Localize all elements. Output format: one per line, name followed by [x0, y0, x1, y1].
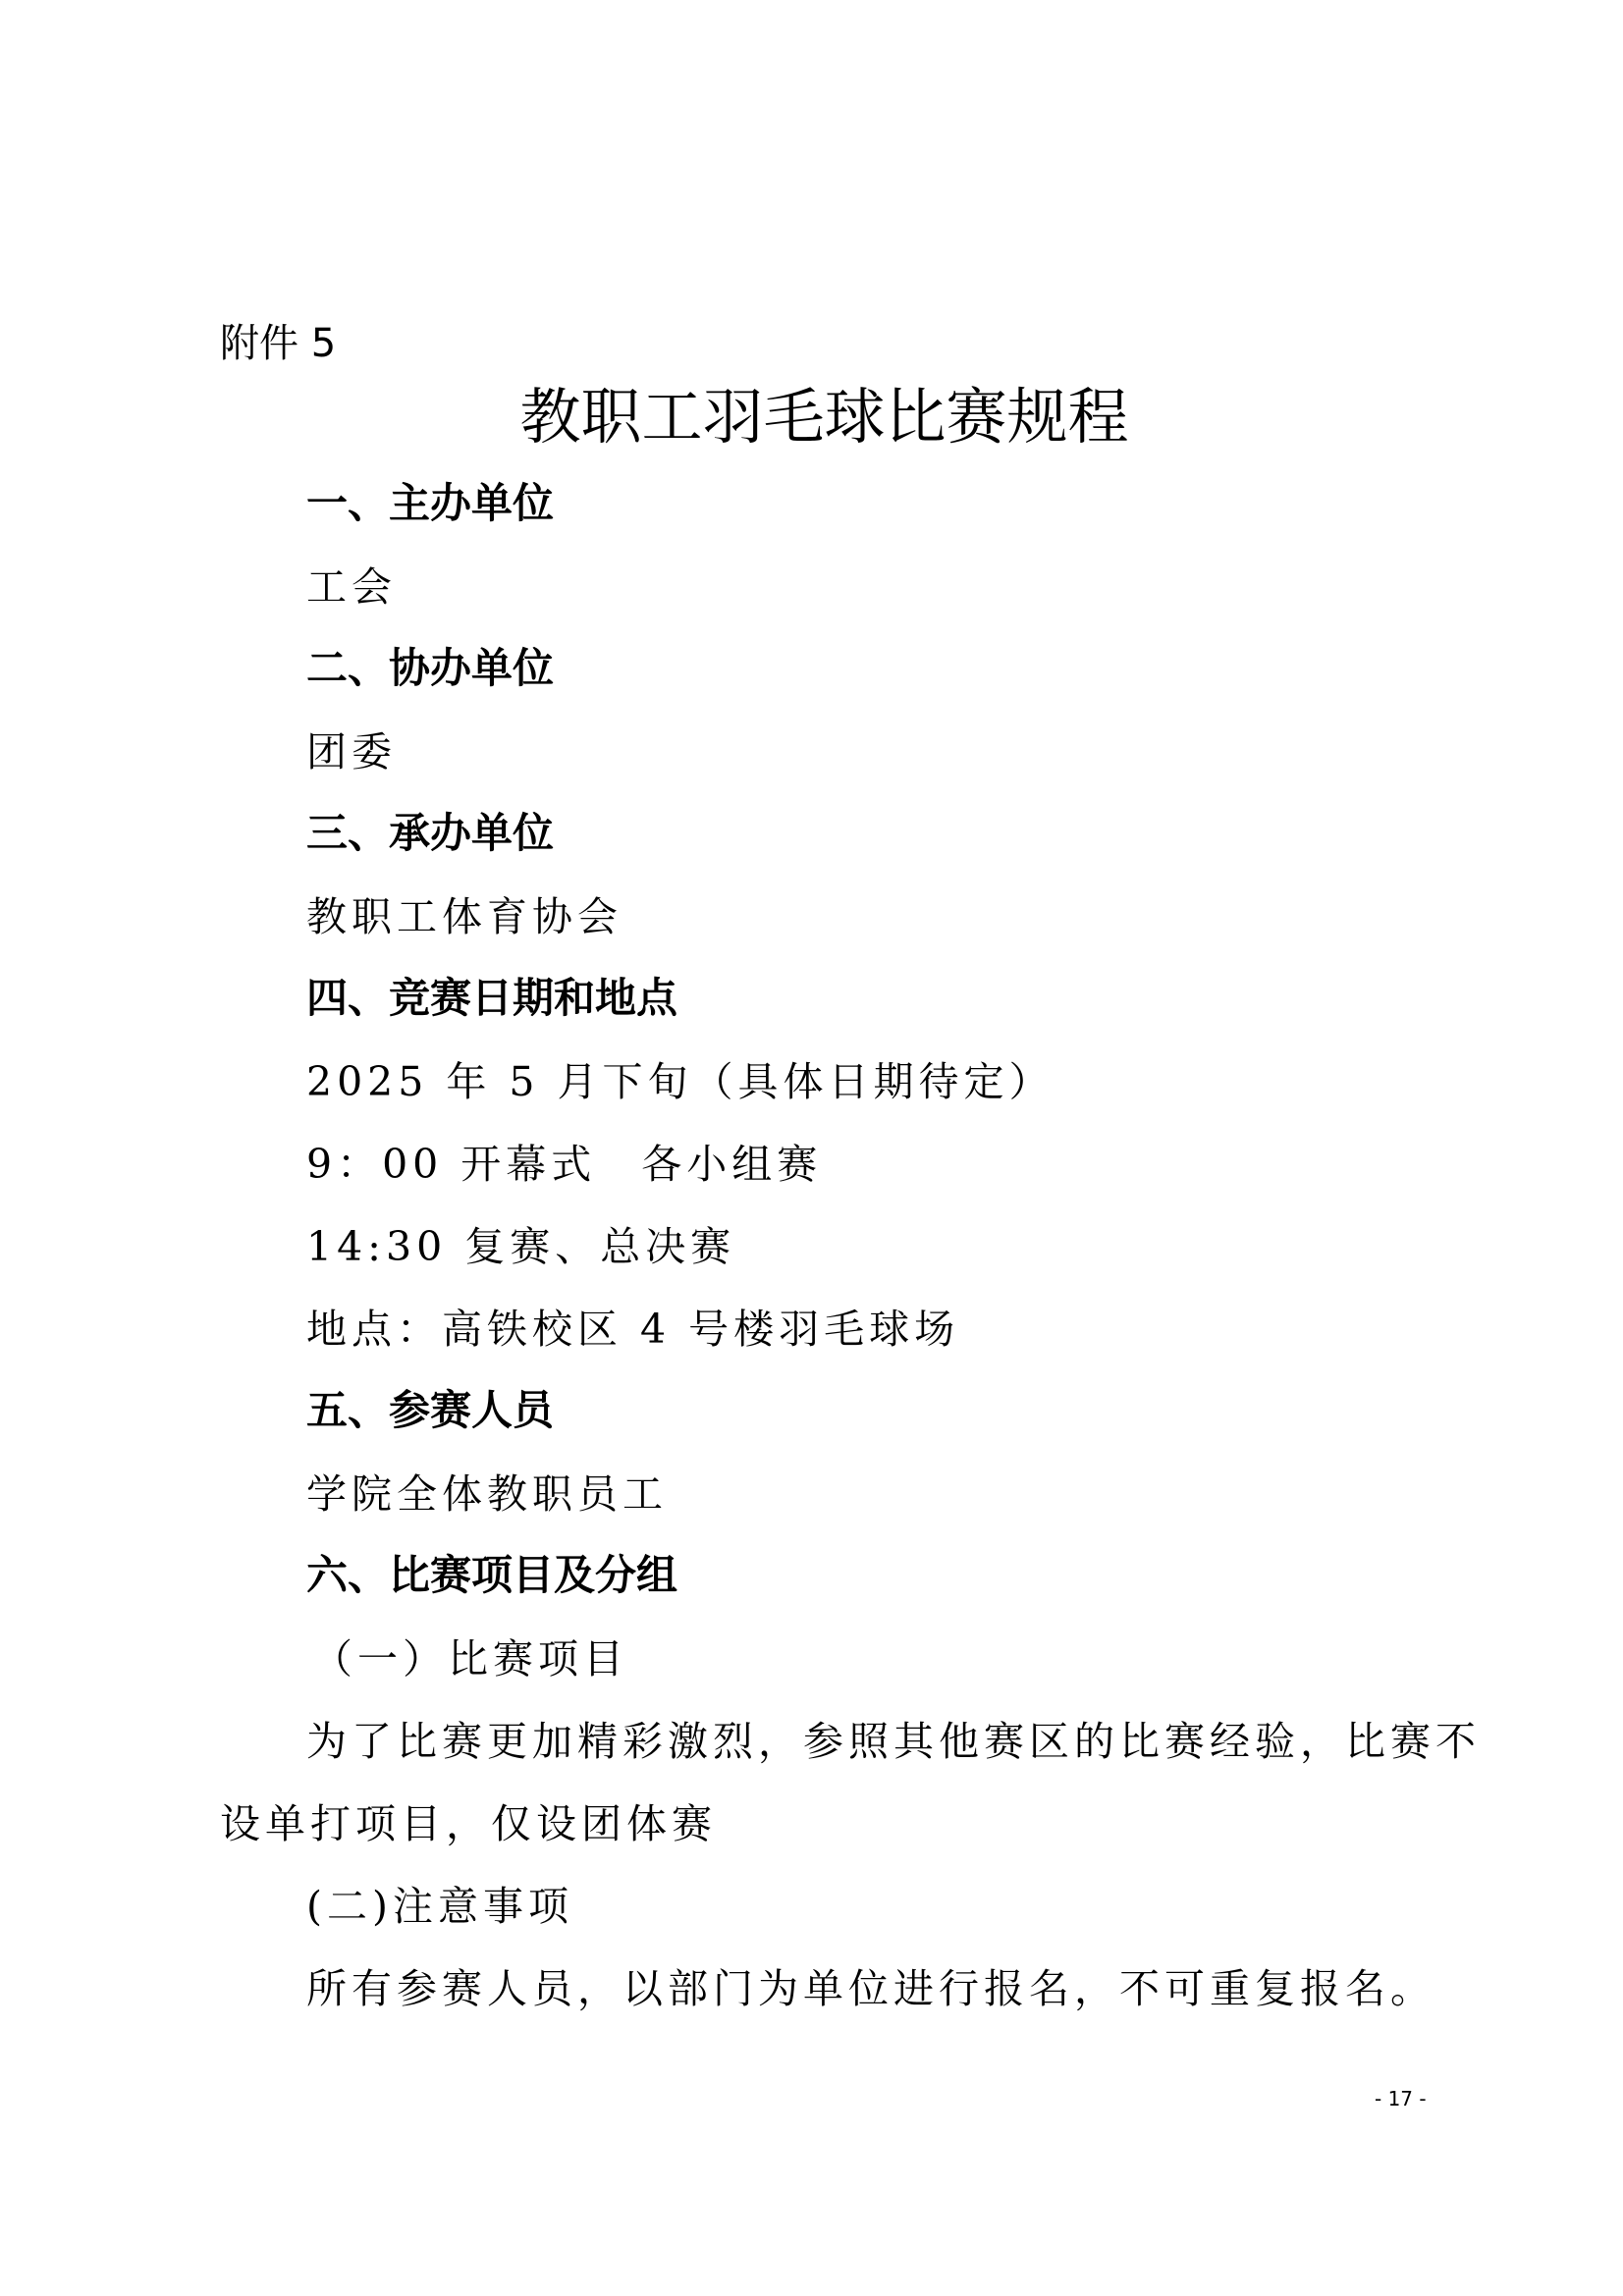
- section-text-participants: 学院全体教职员工: [306, 1470, 668, 1518]
- notes-paragraph: 所有参赛人员，以部门为单位进行报名，不可重复报名。: [306, 1965, 1435, 2012]
- section-heading-participants: 五、参赛人员: [306, 1386, 555, 1434]
- date-line: 2025 年 5 月下旬（具体日期待定）: [306, 1058, 1055, 1105]
- section-text-co-organizer: 团委: [306, 728, 397, 775]
- section-heading-co-organizer: 二、协办单位: [306, 644, 555, 692]
- section-heading-events: 六、比赛项目及分组: [306, 1551, 678, 1599]
- finals-schedule-line: 14:30 复赛、总决赛: [306, 1223, 736, 1270]
- document-title: 教职工羽毛球比赛规程: [519, 381, 1129, 453]
- opening-schedule-line: 9：00 开幕式 各小组赛: [306, 1141, 823, 1188]
- section-text-organizer: 工会: [306, 563, 397, 611]
- annex-label: 附件 5: [220, 321, 337, 366]
- subsection-title-events: （一）比赛项目: [312, 1635, 628, 1682]
- events-paragraph-line-1: 为了比赛更加精彩激烈，参照其他赛区的比赛经验，比赛不: [306, 1718, 1481, 1765]
- section-heading-organizer: 一、主办单位: [306, 479, 555, 527]
- subsection-title-notes: (二)注意事项: [306, 1883, 573, 1930]
- page-number: - 17 -: [1375, 2087, 1427, 2110]
- venue-line: 地点：高铁校区 4 号楼羽毛球场: [306, 1306, 960, 1353]
- section-heading-date-venue: 四、竞赛日期和地点: [306, 974, 678, 1022]
- events-paragraph-line-2: 设单打项目，仅设团体赛: [220, 1800, 717, 1847]
- section-heading-host: 三、承办单位: [306, 809, 555, 857]
- section-text-host: 教职工体育协会: [306, 893, 622, 940]
